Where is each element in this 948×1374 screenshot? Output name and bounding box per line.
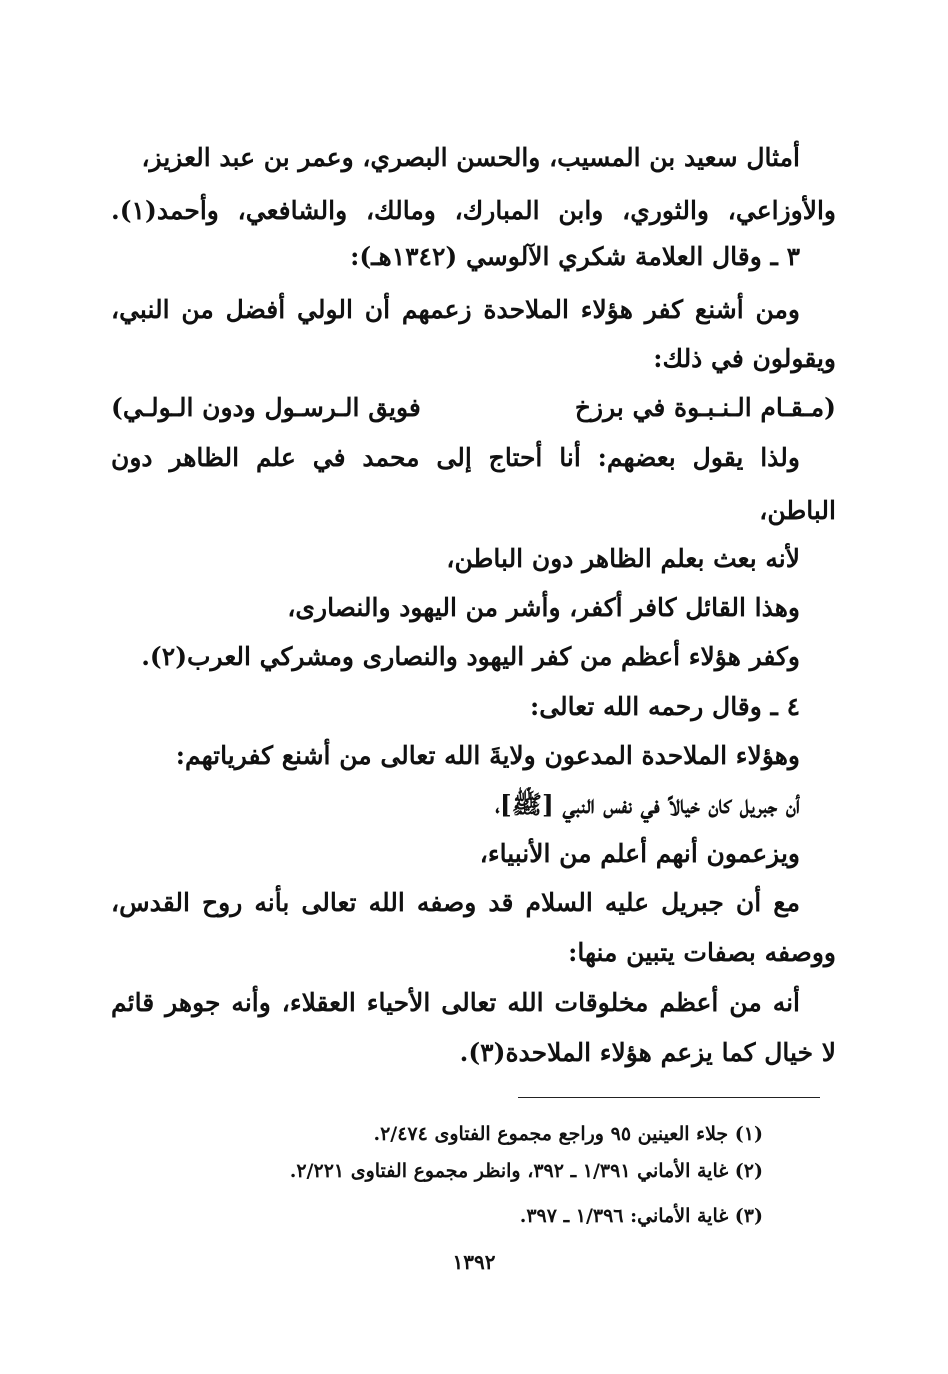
text-line: ومن أشنع كفر هؤلاء الملاحدة زعمهم أن الولي أفضل من النبي، bbox=[111, 295, 800, 324]
text-line: وهذا القائل كافر أكفر، وأشر من اليهود والنصارى، bbox=[287, 593, 800, 622]
text-line: وهؤلاء الملاحدة المدعون ولايةَ الله تعالى من أشنع كفرياتهم: bbox=[175, 741, 800, 770]
text-line: والأوزاعي، والثوري، وابن المبارك، ومالك، والشافعي، وأحمد(١). bbox=[111, 196, 836, 225]
text-line: ووصفه بصفات يتبين منها: bbox=[568, 938, 836, 967]
footnote: (٣) غاية الأماني: ١/٣٩٦ ـ ٣٩٧. bbox=[519, 1205, 763, 1227]
text-line: لا خيال كما يزعم هؤلاء الملاحدة(٣). bbox=[459, 1038, 836, 1067]
section-heading: ٣ ـ وقال العلامة شكري الآلوسي (١٣٤٢هـ): bbox=[350, 242, 800, 271]
text-line: مع أن جبريل عليه السلام قد وصفه الله تعالى بأنه روح القدس، bbox=[111, 888, 800, 917]
text-line: ويقولون في ذلك: bbox=[653, 344, 836, 373]
text-line: الباطن، bbox=[759, 496, 836, 525]
footnote: (٢) غاية الأماني ١/٣٩١ ـ ٣٩٢، وانظر مجموع الفتاوى ٢/٢٢١. bbox=[289, 1160, 763, 1182]
page-number: ١٣٩٢ bbox=[452, 1250, 496, 1274]
section-heading: ٤ ـ وقال رحمه الله تعالى: bbox=[529, 692, 800, 721]
text-line: لأنه بعث بعلم الظاهر دون الباطن، bbox=[446, 544, 800, 573]
text-line: أنه من أعظم مخلوقات الله تعالى الأحياء العقلاء، وأنه جوهر قائم bbox=[111, 988, 800, 1017]
footnote-separator bbox=[518, 1097, 820, 1098]
text-line: ولذا يقول بعضهم: أنا أحتاج إلى محمد في علم الظاهر دون bbox=[111, 443, 800, 472]
text-line: أمثال سعيد بن المسيب، والحسن البصري، وعمر بن عبد العزيز، bbox=[141, 143, 800, 172]
poem-hemistich-second: فويق الـرسـول ودون الـولـي) bbox=[111, 393, 421, 422]
poem-verse bbox=[111, 390, 836, 426]
poem-hemistich-first: (مـقـام الـنـبـوة في برزخ bbox=[574, 393, 836, 422]
footnote: (١) جلاء العينين ٩٥ وراجع مجموع الفتاوى ٢/٤٧٤. bbox=[373, 1123, 763, 1145]
text-line: أن جبريل كان خيالاً في نفس النبي [ﷺ]، bbox=[495, 790, 800, 819]
text-line: ويزعمون أنهم أعلم من الأنبياء، bbox=[479, 839, 800, 868]
text-line: وكفر هؤلاء أعظم من كفر اليهود والنصارى ومشركي العرب(٢). bbox=[141, 642, 800, 671]
